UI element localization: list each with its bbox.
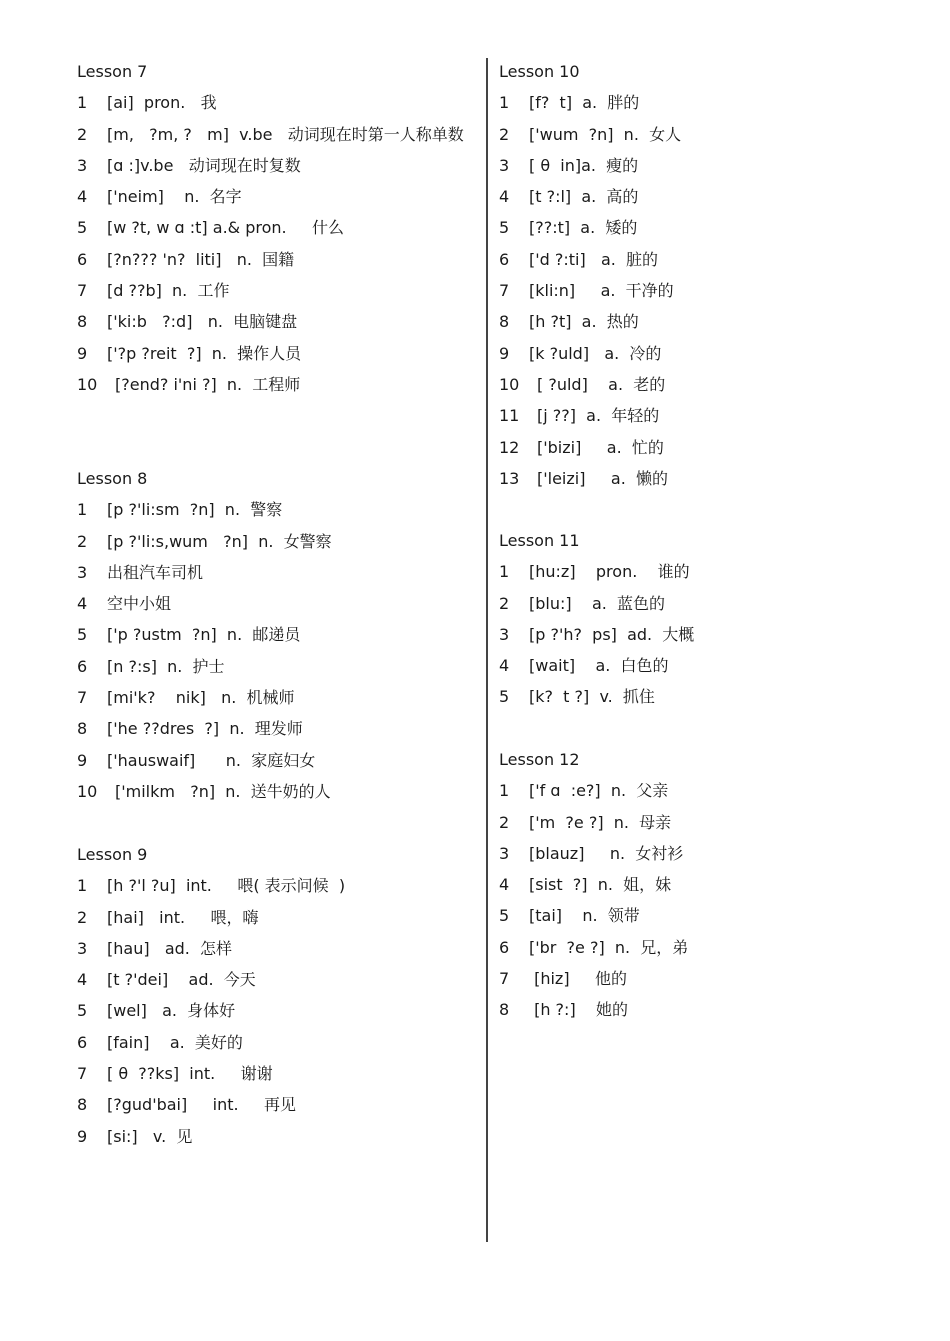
vocab-entry [499, 400, 879, 431]
vocab-entry [499, 650, 879, 681]
vocab-entry [77, 619, 472, 650]
entry-text: [ θ in]a. 瘦的 [529, 155, 639, 175]
entry-number: 8 [77, 719, 88, 739]
entry-text: [si:] v. 见 [107, 1126, 193, 1146]
entry-text: [w ?t, w ɑ :t] a.& pron. 什么 [107, 218, 345, 238]
vocab-entry [77, 964, 472, 995]
lesson-title: Lesson 7 [77, 62, 148, 81]
entry-text: [blu:] a. 蓝色的 [529, 593, 666, 613]
entry-text: 空中小姐 [107, 594, 172, 614]
entry-text: [f? t] a. 胖的 [529, 93, 640, 113]
vocab-entry [77, 902, 472, 933]
entry-number: 3 [77, 155, 88, 175]
entry-text: [hu:z] pron. 谁的 [529, 562, 690, 582]
vocab-entry [499, 432, 879, 463]
entry-number: 2 [77, 124, 88, 144]
entry-text: [hai] int. 喂，嗨 [107, 907, 259, 927]
entry-number: 2 [499, 124, 510, 144]
entry-text: [hiz] 他的 [529, 969, 627, 989]
entry-text: [sist ?] n. 姐，妹 [529, 875, 672, 895]
entry-number: 6 [77, 1032, 88, 1052]
lesson-title: Lesson 8 [77, 469, 148, 488]
entry-number: 6 [77, 656, 88, 676]
entry-number: 2 [499, 812, 510, 832]
entry-text: [??:t] a. 矮的 [529, 218, 638, 238]
entry-text: [?end? i'ni ?] n. 工程师 [115, 374, 301, 394]
entry-text: [p ?'li:sm ?n] n. 警察 [107, 500, 283, 520]
entry-number: 7 [77, 688, 88, 708]
entry-text: [t ?:l] a. 高的 [529, 187, 639, 207]
vocab-entry [499, 619, 879, 650]
entry-number: 9 [499, 343, 510, 363]
entry-number: 3 [499, 843, 510, 863]
entry-text: [h ?:] 她的 [529, 1000, 629, 1020]
vocab-entry [499, 181, 879, 212]
entry-text: [ θ ??ks] int. 谢谢 [107, 1064, 273, 1084]
vocab-entry [77, 1058, 472, 1089]
vocab-entry [77, 369, 472, 400]
entry-text: [k? t ?] v. 抓住 [529, 687, 655, 707]
entry-number: 1 [499, 562, 510, 582]
vocab-entry [77, 557, 472, 588]
entry-number: 1 [499, 93, 510, 113]
entry-text: ['f ɑ :e?] n. 父亲 [529, 781, 669, 801]
entry-text: [wel] a. 身体好 [107, 1001, 236, 1021]
entry-text: [t ?'dei] ad. 今天 [107, 970, 256, 990]
entry-text: ['wum ?n] n. 女人 [529, 124, 682, 144]
lesson-title: Lesson 10 [499, 62, 580, 81]
entry-number: 5 [499, 687, 510, 707]
entry-number: 8 [77, 1095, 88, 1115]
entry-number: 6 [499, 249, 510, 269]
entry-number: 4 [77, 970, 88, 990]
vocab-entry [499, 775, 879, 806]
entry-number: 8 [77, 312, 88, 332]
entry-text: [n ?:s] n. 护士 [107, 656, 225, 676]
entry-text: [h ?'l ?u] int. 喂( 表示问候 ) [107, 876, 346, 896]
vocab-entry [499, 588, 879, 619]
entry-number: 9 [77, 750, 88, 770]
entry-text: [mi'k? nik] n. 机械师 [107, 688, 295, 708]
entry-text: ['leizi] a. 懒的 [537, 468, 668, 488]
entry-text: ['bizi] a. 忙的 [537, 437, 664, 457]
entry-text: [p ?'li:s,wum ?n] n. 女警察 [107, 531, 332, 551]
entry-text: [?n??? 'n? liti] n. 国籍 [107, 249, 295, 269]
entry-text: ['?p ?reit ?] n. 操作人员 [107, 343, 302, 363]
entry-number: 4 [77, 594, 88, 614]
vocab-entry [77, 494, 472, 525]
vocab-entry [499, 869, 879, 900]
vocab-entry [77, 651, 472, 682]
entry-text: ['p ?ustm ?n] n. 邮递员 [107, 625, 301, 645]
entry-text: ['neim] n. 名字 [107, 187, 242, 207]
entry-text: [h ?t] a. 热的 [529, 312, 639, 332]
vocab-entry [77, 150, 472, 181]
entry-number: 10 [499, 374, 520, 394]
entry-text: ['ki:b ?:d] n. 电脑键盘 [107, 312, 298, 332]
entry-text: ['he ??dres ?] n. 理发师 [107, 719, 303, 739]
entry-number: 3 [499, 624, 510, 644]
entry-number: 4 [499, 187, 510, 207]
entry-text: ['m ?e ?] n. 母亲 [529, 812, 672, 832]
vocab-entry [499, 463, 879, 494]
entry-text: 出租汽车司机 [107, 562, 204, 582]
entry-text: [tai] n. 领带 [529, 906, 640, 926]
entry-text: [blauz] n. 女衬衫 [529, 843, 684, 863]
entry-text: [m, ?m, ? m] v.be 动词现在时第一人称单数 [107, 124, 464, 144]
entry-number: 3 [499, 155, 510, 175]
entry-number: 1 [77, 93, 88, 113]
entry-text: [j ??] a. 年轻的 [537, 406, 660, 426]
vocab-entry [77, 212, 472, 243]
vocab-entry [77, 306, 472, 337]
vocab-entry [77, 713, 472, 744]
lesson-12 [499, 744, 879, 1026]
vocab-entry [499, 556, 879, 587]
entry-text: [p ?'h? ps] ad. 大概 [529, 624, 695, 644]
entry-number: 12 [499, 437, 520, 457]
entry-number: 1 [499, 781, 510, 801]
entry-number: 4 [499, 656, 510, 676]
entry-number: 4 [77, 187, 88, 207]
vocab-entry [77, 995, 472, 1026]
entry-text: ['hauswaif] n. 家庭妇女 [107, 750, 316, 770]
entry-text: [kli:n] a. 干净的 [529, 281, 674, 301]
entry-number: 8 [499, 312, 510, 332]
lesson-10 [499, 56, 879, 494]
entry-number: 5 [77, 1001, 88, 1021]
entry-number: 8 [499, 1000, 510, 1020]
entry-text: [hau] ad. 怎样 [107, 938, 233, 958]
entry-number: 13 [499, 468, 520, 488]
vocab-entry [499, 212, 879, 243]
entry-text: [k ?uld] a. 冷的 [529, 343, 662, 363]
entry-number: 3 [77, 938, 88, 958]
entry-number: 5 [77, 625, 88, 645]
vocab-entry [77, 1027, 472, 1058]
entry-text: ['br ?e ?] n. 兄，弟 [529, 937, 689, 957]
vocab-entry [77, 588, 472, 619]
vocab-entry [499, 932, 879, 963]
vocab-entry [499, 681, 879, 712]
vocab-entry [77, 181, 472, 212]
entry-number: 1 [77, 876, 88, 896]
entry-number: 2 [499, 593, 510, 613]
entry-number: 10 [77, 781, 98, 801]
entry-number: 2 [77, 531, 88, 551]
vocab-entry [499, 150, 879, 181]
vocab-entry [499, 244, 879, 275]
entry-number: 3 [77, 562, 88, 582]
vocab-entry [77, 933, 472, 964]
entry-text: ['milkm ?n] n. 送牛奶的人 [115, 781, 331, 801]
entry-number: 10 [77, 374, 98, 394]
lesson-title: Lesson 9 [77, 845, 148, 864]
entry-number: 4 [499, 875, 510, 895]
lesson-7 [77, 56, 472, 400]
vocab-entry [499, 275, 879, 306]
entry-text: [fain] a. 美好的 [107, 1032, 243, 1052]
entry-number: 7 [499, 969, 510, 989]
vocab-entry [77, 776, 472, 807]
entry-text: [ai] pron. 我 [107, 93, 217, 113]
entry-number: 9 [77, 343, 88, 363]
entry-number: 11 [499, 406, 520, 426]
entry-text: [wait] a. 白色的 [529, 656, 669, 676]
entry-number: 1 [77, 500, 88, 520]
vocab-entry [499, 838, 879, 869]
vocab-entry [77, 244, 472, 275]
vocab-entry [499, 963, 879, 994]
entry-number: 5 [77, 218, 88, 238]
column-divider [486, 58, 488, 1242]
vocab-entry [499, 369, 879, 400]
vocab-entry [77, 870, 472, 901]
lesson-8 [77, 463, 472, 807]
vocab-entry [77, 338, 472, 369]
entry-text: [ ?uld] a. 老的 [537, 374, 666, 394]
vocab-entry [77, 745, 472, 776]
entry-text: [d ??b] n. 工作 [107, 281, 230, 301]
lesson-title: Lesson 12 [499, 750, 580, 769]
vocab-entry [77, 682, 472, 713]
entry-number: 7 [77, 1064, 88, 1084]
vocab-entry [499, 807, 879, 838]
entry-text: [?gud'bai] int. 再见 [107, 1095, 297, 1115]
entry-number: 5 [499, 906, 510, 926]
vocab-entry [77, 1089, 472, 1120]
entry-number: 6 [499, 937, 510, 957]
entry-text: ['d ?:ti] a. 脏的 [529, 249, 659, 269]
entry-number: 5 [499, 218, 510, 238]
lesson-9 [77, 839, 472, 1152]
vocab-entry [499, 119, 879, 150]
vocab-entry [499, 338, 879, 369]
vocab-entry [499, 994, 879, 1025]
vocab-entry [499, 87, 879, 118]
entry-number: 7 [77, 281, 88, 301]
vocab-entry [499, 306, 879, 337]
entry-number: 6 [77, 249, 88, 269]
lesson-title: Lesson 11 [499, 531, 580, 550]
entry-text: [ɑ :]v.be 动词现在时复数 [107, 155, 301, 175]
entry-number: 7 [499, 281, 510, 301]
vocab-entry [77, 526, 472, 557]
vocab-entry [77, 87, 472, 118]
entry-number: 9 [77, 1126, 88, 1146]
lesson-11 [499, 525, 879, 713]
entry-number: 2 [77, 907, 88, 927]
vocab-entry [77, 275, 472, 306]
vocab-entry [77, 119, 472, 150]
vocab-entry [77, 1121, 472, 1152]
vocab-entry [499, 900, 879, 931]
